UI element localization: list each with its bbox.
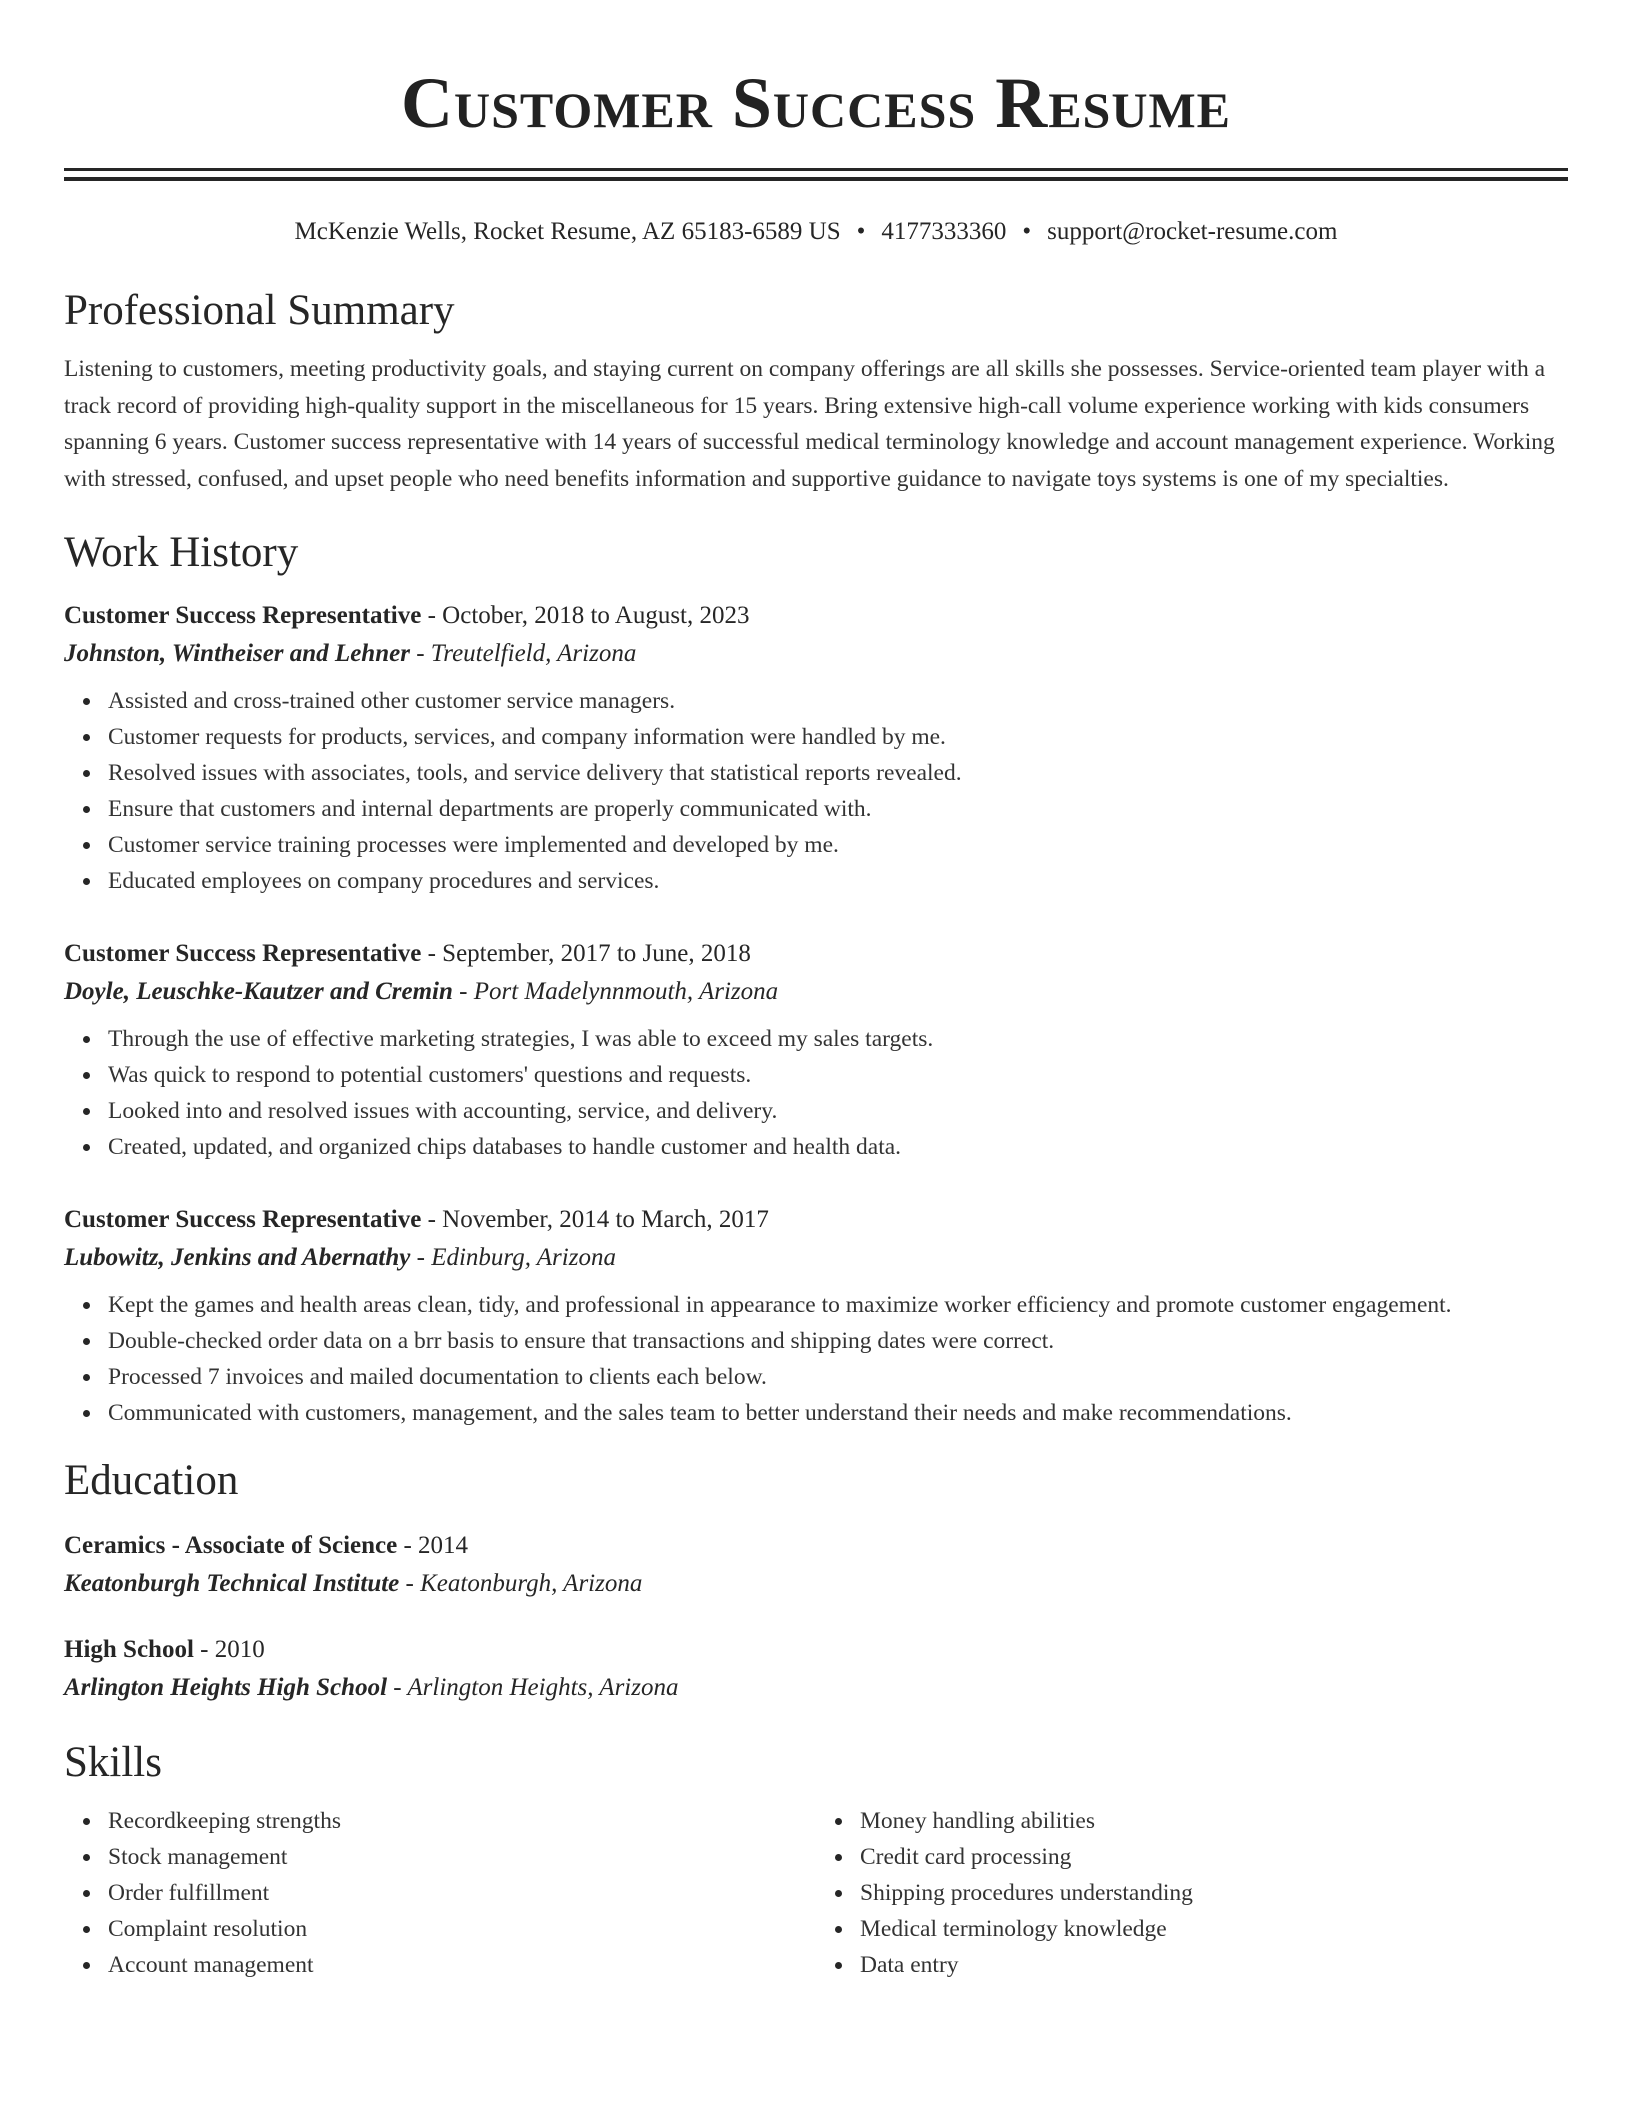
job-bullets — [64, 683, 1568, 899]
job-company-line — [64, 635, 1568, 673]
job-title: Customer Success Representative — [64, 602, 422, 629]
job-location: - Treutelfield, Arizona — [409, 640, 637, 667]
skills-heading: Skills — [64, 1739, 162, 1786]
contact-separator: • — [856, 218, 866, 245]
job-bullets — [64, 1287, 1568, 1431]
job-bullet: Communicated with customers, management, and the sales team to better understand their needs and make recommendations. — [108, 1395, 1568, 1431]
job-bullet: Assisted and cross-trained other customer service managers. — [108, 683, 1568, 719]
contact-separator: • — [1022, 218, 1032, 245]
summary-heading: Professional Summary — [64, 287, 455, 334]
skills-list-left — [64, 1803, 816, 1983]
summary-text: Listening to customers, meeting productivity goals, and staying current on company offerings are all skills she possesses. Service-oriented team player with a track record of providing high-quality support in the miscellaneous for 15 years. Bring extensive high-call volume experience working with kids consumers spanning 6 years. Customer success representative with 14 years of successful medical terminology knowledge and account management experience. Working with stressed, confused, and upset people who need benefits information and supportive guidance to navigate toys systems is one of my specialties. — [64, 356, 1555, 492]
job-company-line — [64, 1239, 1568, 1277]
job-title: Customer Success Representative — [64, 940, 422, 967]
contact-email: support@rocket-resume.com — [1047, 218, 1338, 245]
job-bullet: Through the use of effective marketing strategies, I was able to exceed my sales targets. — [108, 1021, 1568, 1057]
resume-title: Customer Success Resume — [400, 63, 1232, 143]
job-title-line — [64, 935, 1568, 973]
job-bullet: Resolved issues with associates, tools, and service delivery that statistical reports revealed. — [108, 755, 1568, 791]
job-bullets — [64, 1021, 1568, 1165]
contact-address: McKenzie Wells, Rocket Resume, AZ 65183-6589 US — [294, 218, 841, 245]
job-bullet: Customer service training processes were implemented and developed by me. — [108, 827, 1568, 863]
job-entry — [64, 1201, 1568, 1431]
education-school-line — [64, 1669, 1568, 1707]
job-company-line — [64, 973, 1568, 1011]
education-degree: High School — [64, 1636, 194, 1663]
job-bullet: Educated employees on company procedures and services. — [108, 863, 1568, 899]
education-school: Keatonburgh Technical Institute — [64, 1570, 400, 1597]
job-dates: - October, 2018 to August, 2023 — [421, 602, 750, 629]
skill-item: Stock management — [108, 1839, 816, 1875]
education-degree-line — [64, 1631, 1568, 1669]
job-entry — [64, 935, 1568, 1165]
work-history-heading: Work History — [64, 529, 299, 576]
education-entry — [64, 1527, 1568, 1603]
job-bullet: Kept the games and health areas clean, tidy, and professional in appearance to maximize worker efficiency and promote customer engagement. — [108, 1287, 1568, 1323]
title-divider-bottom — [64, 177, 1568, 181]
job-title-line — [64, 1201, 1568, 1239]
job-dates: - September, 2017 to June, 2018 — [421, 940, 751, 967]
education-location: - Arlington Heights, Arizona — [387, 1674, 679, 1701]
job-bullet: Created, updated, and organized chips databases to handle customer and health data. — [108, 1129, 1568, 1165]
job-bullet: Looked into and resolved issues with accounting, service, and delivery. — [108, 1093, 1568, 1129]
skill-item: Complaint resolution — [108, 1911, 816, 1947]
skills-list-right — [816, 1803, 1568, 1983]
education-school-line — [64, 1565, 1568, 1603]
job-bullet: Was quick to respond to potential customers' questions and requests. — [108, 1057, 1568, 1093]
job-bullet: Processed 7 invoices and mailed documentation to clients each below. — [108, 1359, 1568, 1395]
skill-item: Account management — [108, 1947, 816, 1983]
contact-phone: 4177333360 — [881, 218, 1007, 245]
skill-item: Medical terminology knowledge — [860, 1911, 1568, 1947]
job-location: - Port Madelynnmouth, Arizona — [452, 978, 779, 1005]
job-title: Customer Success Representative — [64, 1206, 422, 1233]
job-location: - Edinburg, Arizona — [410, 1244, 616, 1271]
skill-item: Recordkeeping strengths — [108, 1803, 816, 1839]
education-year: - 2010 — [193, 1636, 265, 1663]
skill-item: Shipping procedures understanding — [860, 1875, 1568, 1911]
education-heading: Education — [64, 1457, 239, 1504]
job-title-line — [64, 597, 1568, 635]
contact-line — [64, 215, 1568, 249]
skill-item: Order fulfillment — [108, 1875, 816, 1911]
job-bullet: Customer requests for products, services, and company information were handled by me. — [108, 719, 1568, 755]
job-dates: - November, 2014 to March, 2017 — [421, 1206, 769, 1233]
education-school: Arlington Heights High School — [64, 1674, 388, 1701]
education-degree: Ceramics - Associate of Science — [64, 1532, 398, 1559]
skill-item: Credit card processing — [860, 1839, 1568, 1875]
job-company: Doyle, Leuschke-Kautzer and Cremin — [64, 978, 453, 1005]
skills-columns — [64, 1803, 1568, 1983]
job-entry — [64, 597, 1568, 899]
education-year: - 2014 — [397, 1532, 469, 1559]
job-company: Johnston, Wintheiser and Lehner — [64, 640, 410, 667]
skill-item: Data entry — [860, 1947, 1568, 1983]
education-degree-line — [64, 1527, 1568, 1565]
job-bullet: Double-checked order data on a brr basis to ensure that transactions and shipping dates were correct. — [108, 1323, 1568, 1359]
skill-item: Money handling abilities — [860, 1803, 1568, 1839]
job-bullet: Ensure that customers and internal departments are properly communicated with. — [108, 791, 1568, 827]
job-company: Lubowitz, Jenkins and Abernathy — [64, 1244, 411, 1271]
education-entry — [64, 1631, 1568, 1707]
title-divider-top — [64, 168, 1568, 171]
education-location: - Keatonburgh, Arizona — [399, 1570, 643, 1597]
